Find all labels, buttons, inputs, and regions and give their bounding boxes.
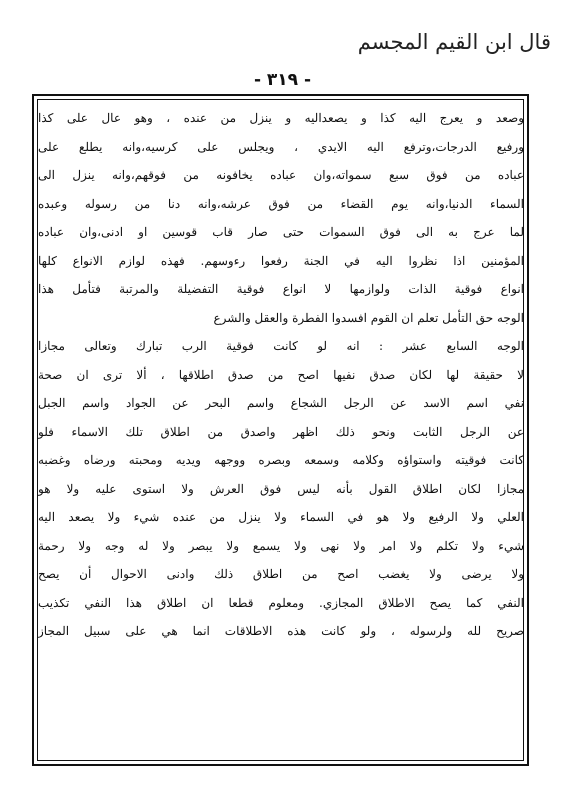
text-line: ولا يرضى ولا يغضب اصح من اطلاق ذلك وادنى الاحوال أن يصح xyxy=(38,567,524,581)
text-line: لما عرج به الى فوق السموات حتى صار قاب قوسين او ادنى،وان عباده xyxy=(38,225,524,239)
header-title: قال ابن القيم المجسم xyxy=(357,30,551,54)
text-line: لا حقيقة لها لكان صدق نفيها اصح من صدق اطلاقها ، ألا ترى ان صحة xyxy=(38,367,524,382)
text-line: وصعد و يعرج اليه كذا و يصعداليه و ينزل من عنده ، وهو عال على كذا xyxy=(38,111,524,125)
text-line: عن الرجل الثابت ونحو ذلك اظهر واصدق من اطلاق تلك الاسماء فلو xyxy=(38,424,524,439)
text-line: نفي اسم الاسد عن الرجل الشجاع واسم البحر عن الجواد واسم الجبل xyxy=(38,396,524,410)
text-line: الوجه السابع عشر : انه لو كانت فوقية الرب تبارك وتعالى مجازا xyxy=(38,339,524,353)
text-line: انواع فوقية الذات ولوازمها لا انواع فوقية التفضيلة والمرتبة فتأمل هذا xyxy=(38,282,524,296)
text-line: النفي كما يصح الاطلاق المجازي. ومعلوم قطعا ان اطلاق هذا النفي تكذيب xyxy=(38,595,524,610)
text-line: عباده من فوق سبع سمواته،وان عباده يخافونه من فوقهم،وانه ينزل الى xyxy=(38,168,524,182)
text-line: شيء ولا تكلم ولا امر ولا نهى ولا يسمع ولا يبصر ولا له وجه ولا رحمة xyxy=(38,538,524,553)
text-line: الوجه حق التأمل تعلم ان القوم افسدوا الفطرة والعقل والشرع xyxy=(213,310,524,325)
text-line: صريح لله ولرسوله ، ولو كانت هذه الاطلاقات انما هي على سبيل المجاز xyxy=(38,624,524,638)
page-body-text xyxy=(38,104,524,646)
text-line: السماء الدنيا،وانه يوم القضاء من فوق عرشه،وانه دنا من رسوله وعبده xyxy=(38,196,524,211)
text-line: كانت فوقيته واستواؤه وكلامه وسمعه وبصره ووجهه ويديه ومحبته ورضاه وغضبه xyxy=(38,453,524,467)
text-line: العلي ولا الرفيع ولا هو في السماء ولا ينزل من عنده شيء ولا يصعد اليه xyxy=(38,510,524,524)
page-number: - ٣١٩ - xyxy=(253,70,312,90)
text-line: المؤمنين اذا نظروا اليه في الجنة رفعوا رءوسهم. فهذه لوازم الانواع كلها xyxy=(38,253,524,268)
text-line: مجازا لكان اطلاق القول بأنه ليس فوق العرش ولا استوى عليه ولا هو xyxy=(38,481,524,496)
text-line: ورفيع الدرجات،وترفع اليه الايدي ، ويجلس على كرسيه،وانه يطلع على xyxy=(38,139,524,154)
